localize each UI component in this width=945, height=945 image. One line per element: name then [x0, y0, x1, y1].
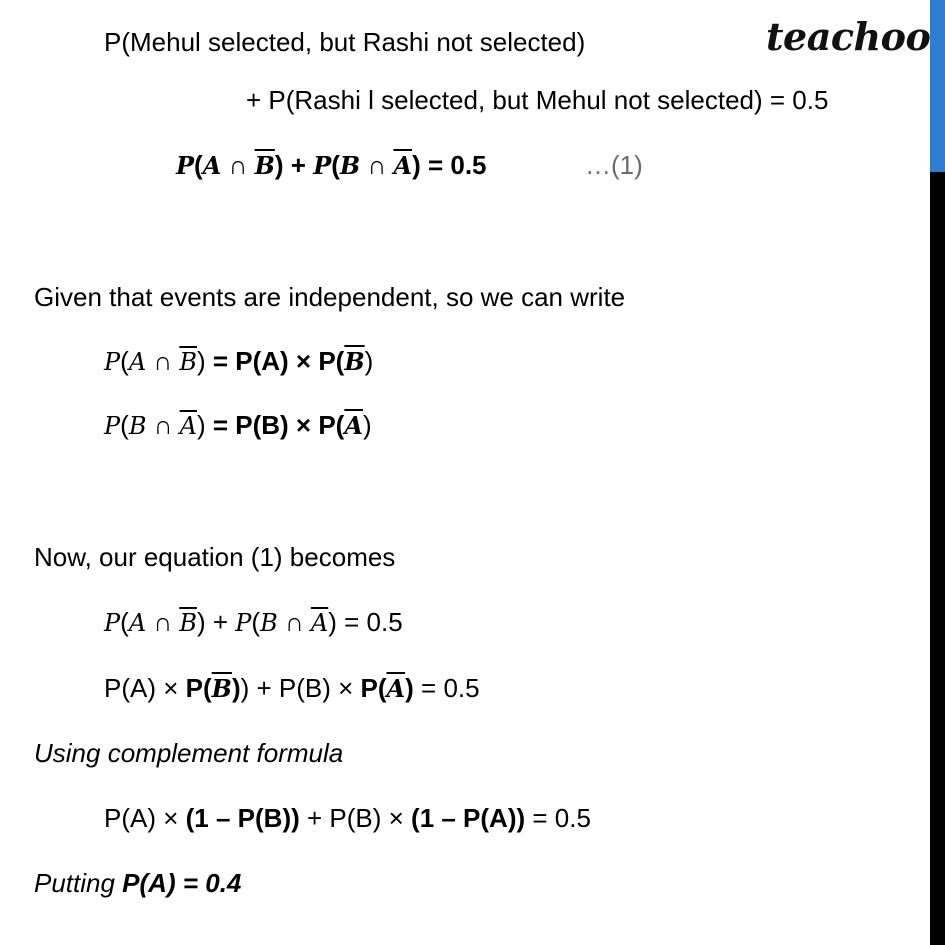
equation-2: P(A ∩ $\overline{B}) + P(B$ ∩ $\overline{A}) = 0.5$	[104, 607, 403, 637]
text-using-complement: Using complement formula	[34, 738, 344, 768]
text-line-2: + P(Rashi l selected, but Mehul not selected) = 0.5	[246, 85, 829, 115]
text-putting: Putting P(A) = 0.4	[34, 868, 242, 898]
equation-3: $P(A) \times P(\overline{B})) + P(B) \times P(\overline{A}) = 0.5$	[104, 673, 480, 703]
equation-4: P(A) × (1 – P(B)) + P(B) × (1 – P(A)) = 0.5	[104, 803, 591, 833]
independence-eq-2: P(B ∩ $\overline{A}) = P(B) \times P(\overline{A})$	[104, 410, 372, 440]
text-line-1: P(Mehul selected, but Rashi not selected)	[104, 27, 586, 57]
equation-1-tag: …(1)	[585, 150, 643, 180]
equation-1: P(A ∩ $\overline{B}) + P(B$ ∩ $\overline{A}) = 0.5$	[176, 150, 487, 180]
text-now: Now, our equation (1) becomes	[34, 542, 396, 572]
teachoo-logo: teachoo	[766, 14, 931, 59]
text-given: Given that events are independent, so we can write	[34, 282, 626, 312]
independence-eq-1: P(A ∩ $\overline{B}) = P(A) \times P(\overline{B})$	[104, 346, 374, 376]
scroll-accent-top	[930, 0, 945, 172]
